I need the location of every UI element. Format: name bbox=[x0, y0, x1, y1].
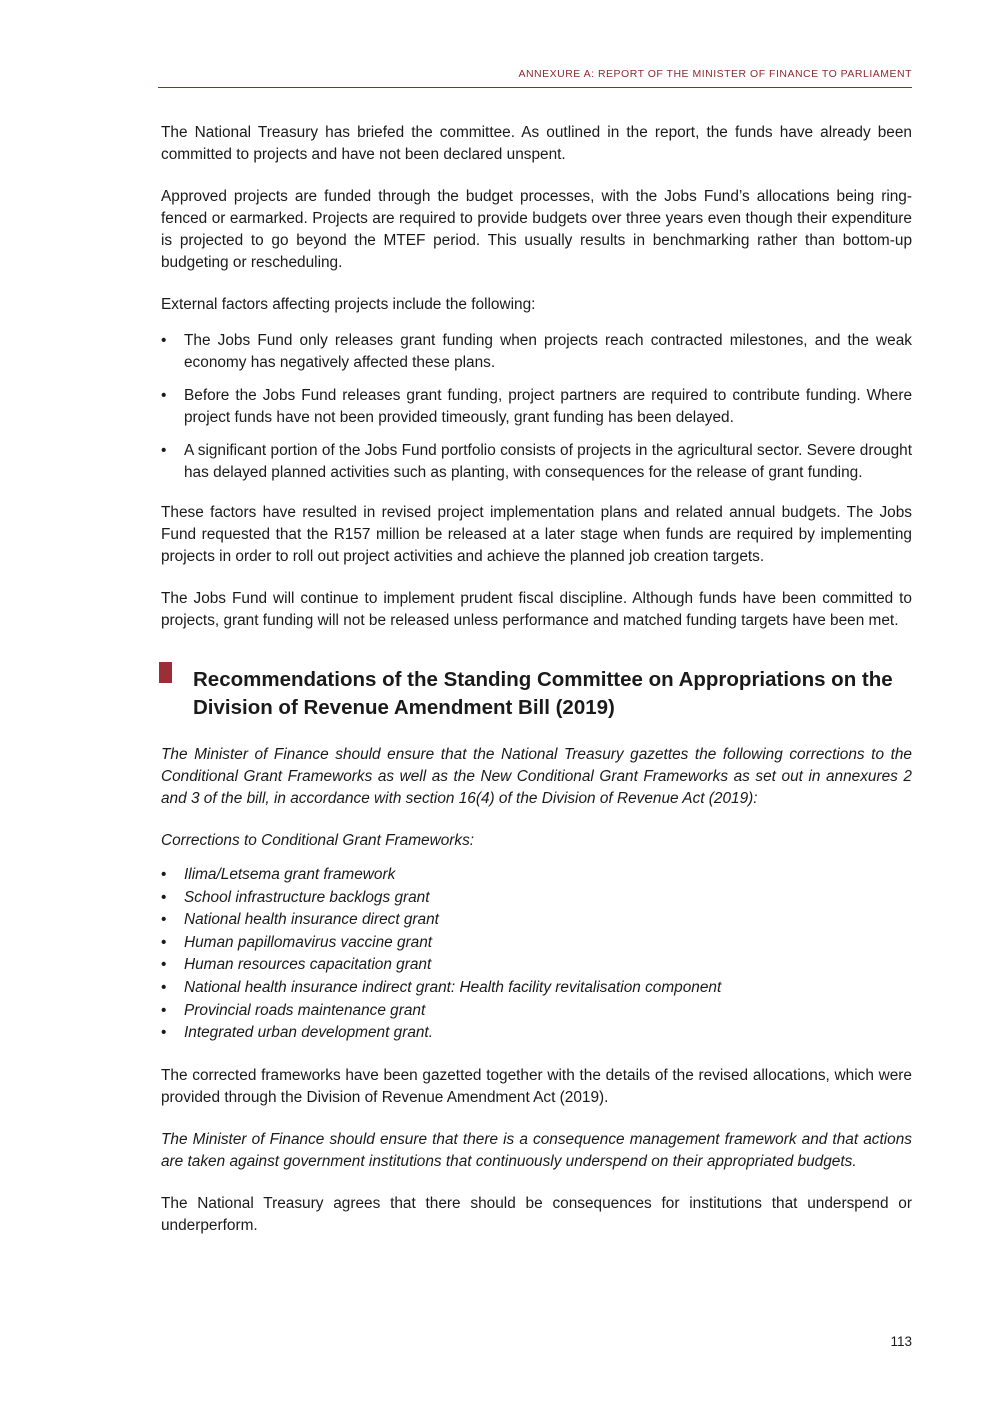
response-text: The National Treasury agrees that there should be consequences for institutions that underspend or underperform. bbox=[161, 1194, 912, 1234]
bullet-icon: • bbox=[161, 888, 167, 906]
external-factors-list bbox=[161, 330, 912, 484]
list-item-text: Human papillomavirus vaccine grant bbox=[184, 933, 433, 951]
bullet-icon: • bbox=[161, 1024, 167, 1042]
list-item-text: Integrated urban development grant. bbox=[184, 1024, 433, 1042]
list-item bbox=[161, 977, 912, 1000]
paragraph: Approved projects are funded through the budget processes, with the Jobs Fund’s allocations being ring-fenced or earmarked. Projects are required to provide budgets over three years even though their expenditure is projected to go beyond the MTEF period. This usually results in benchmarking rather than bottom-up budgeting or rescheduling. bbox=[161, 188, 912, 271]
bullet-icon: • bbox=[161, 911, 167, 929]
list-item-text: Provincial roads maintenance grant bbox=[184, 1001, 426, 1019]
list-item bbox=[161, 1000, 912, 1023]
list-item-text: Human resources capacitation grant bbox=[184, 956, 432, 974]
bullet-icon: • bbox=[161, 442, 167, 459]
bullet-icon: • bbox=[161, 1001, 167, 1019]
list-item-text: Before the Jobs Fund releases grant funding, project partners are required to contribute funding. Where project funds have not been provided timeously, grant funding has been delayed. bbox=[184, 387, 912, 426]
list-item bbox=[161, 887, 912, 910]
list-item bbox=[161, 440, 912, 484]
bullet-icon: • bbox=[161, 933, 167, 951]
bullet-icon: • bbox=[161, 332, 167, 349]
corrections-intro: Corrections to Conditional Grant Frameworks: bbox=[161, 832, 475, 849]
section-heading-text: Recommendations of the Standing Committee on Appropriations on the Division of Revenue Amendment Bill (2019) bbox=[193, 668, 893, 719]
paragraph: The Jobs Fund will continue to implement prudent fiscal discipline. Although funds have been committed to projects, grant funding will not be released unless performance and matched funding targets have been met. bbox=[161, 590, 912, 629]
heading-marker-icon bbox=[159, 662, 172, 683]
list-item bbox=[161, 864, 912, 887]
list-item bbox=[161, 954, 912, 977]
paragraph: These factors have resulted in revised project implementation plans and related annual budgets. The Jobs Fund requested that the R157 million be released at a later stage when funds are required by implementing projects in order to roll out project activities and achieve the planned job creation targets. bbox=[161, 504, 912, 565]
list-item-text: National health insurance direct grant bbox=[184, 911, 439, 929]
response-text: The corrected frameworks have been gazetted together with the details of the revised allocations, which were provided through the Division of Revenue Amendment Act (2019). bbox=[161, 1066, 912, 1106]
list-item bbox=[161, 330, 912, 374]
page-number: 113 bbox=[890, 1334, 912, 1349]
bullet-icon: • bbox=[161, 956, 167, 974]
page-content bbox=[161, 122, 912, 1257]
bullet-icon: • bbox=[161, 866, 167, 883]
running-header: ANNEXURE A: REPORT OF THE MINISTER OF FINANCE TO PARLIAMENT bbox=[518, 68, 912, 80]
header-rule bbox=[158, 87, 912, 88]
paragraph: External factors affecting projects include the following: bbox=[161, 296, 536, 313]
section-heading bbox=[161, 666, 912, 722]
list-item-text: Ilima/Letsema grant framework bbox=[184, 866, 396, 883]
bullet-icon: • bbox=[161, 978, 167, 996]
recommendation-text: The Minister of Finance should ensure that there is a consequence management framework and that actions are taken against government institutions that continuously underspend on their appropriated budgets. bbox=[161, 1130, 912, 1170]
list-item-text: The Jobs Fund only releases grant funding when projects reach contracted milestones, and the weak economy has negatively affected these plans. bbox=[184, 332, 912, 371]
list-item bbox=[161, 909, 912, 932]
list-item-text: School infrastructure backlogs grant bbox=[184, 888, 430, 906]
list-item-text: National health insurance indirect grant: Health facility revitalisation component bbox=[184, 978, 722, 996]
list-item bbox=[161, 932, 912, 955]
list-item bbox=[161, 385, 912, 429]
bullet-icon: • bbox=[161, 387, 167, 404]
paragraph: The National Treasury has briefed the committee. As outlined in the report, the funds have already been committed to projects and have not been declared unspent. bbox=[161, 124, 912, 163]
recommendation-text: The Minister of Finance should ensure that the National Treasury gazettes the following corrections to the Conditional Grant Frameworks as well as the New Conditional Grant Frameworks as set out in annexures 2 and 3 of the bill, in accordance with section 16(4) of the Division of Revenue Act (2019): bbox=[161, 746, 912, 807]
list-item bbox=[161, 1022, 912, 1045]
corrections-list bbox=[161, 864, 912, 1045]
list-item-text: A significant portion of the Jobs Fund portfolio consists of projects in the agricultural sector. Severe drought has delayed planned activities such as planting, with consequences for the release of grant funding. bbox=[184, 442, 912, 481]
